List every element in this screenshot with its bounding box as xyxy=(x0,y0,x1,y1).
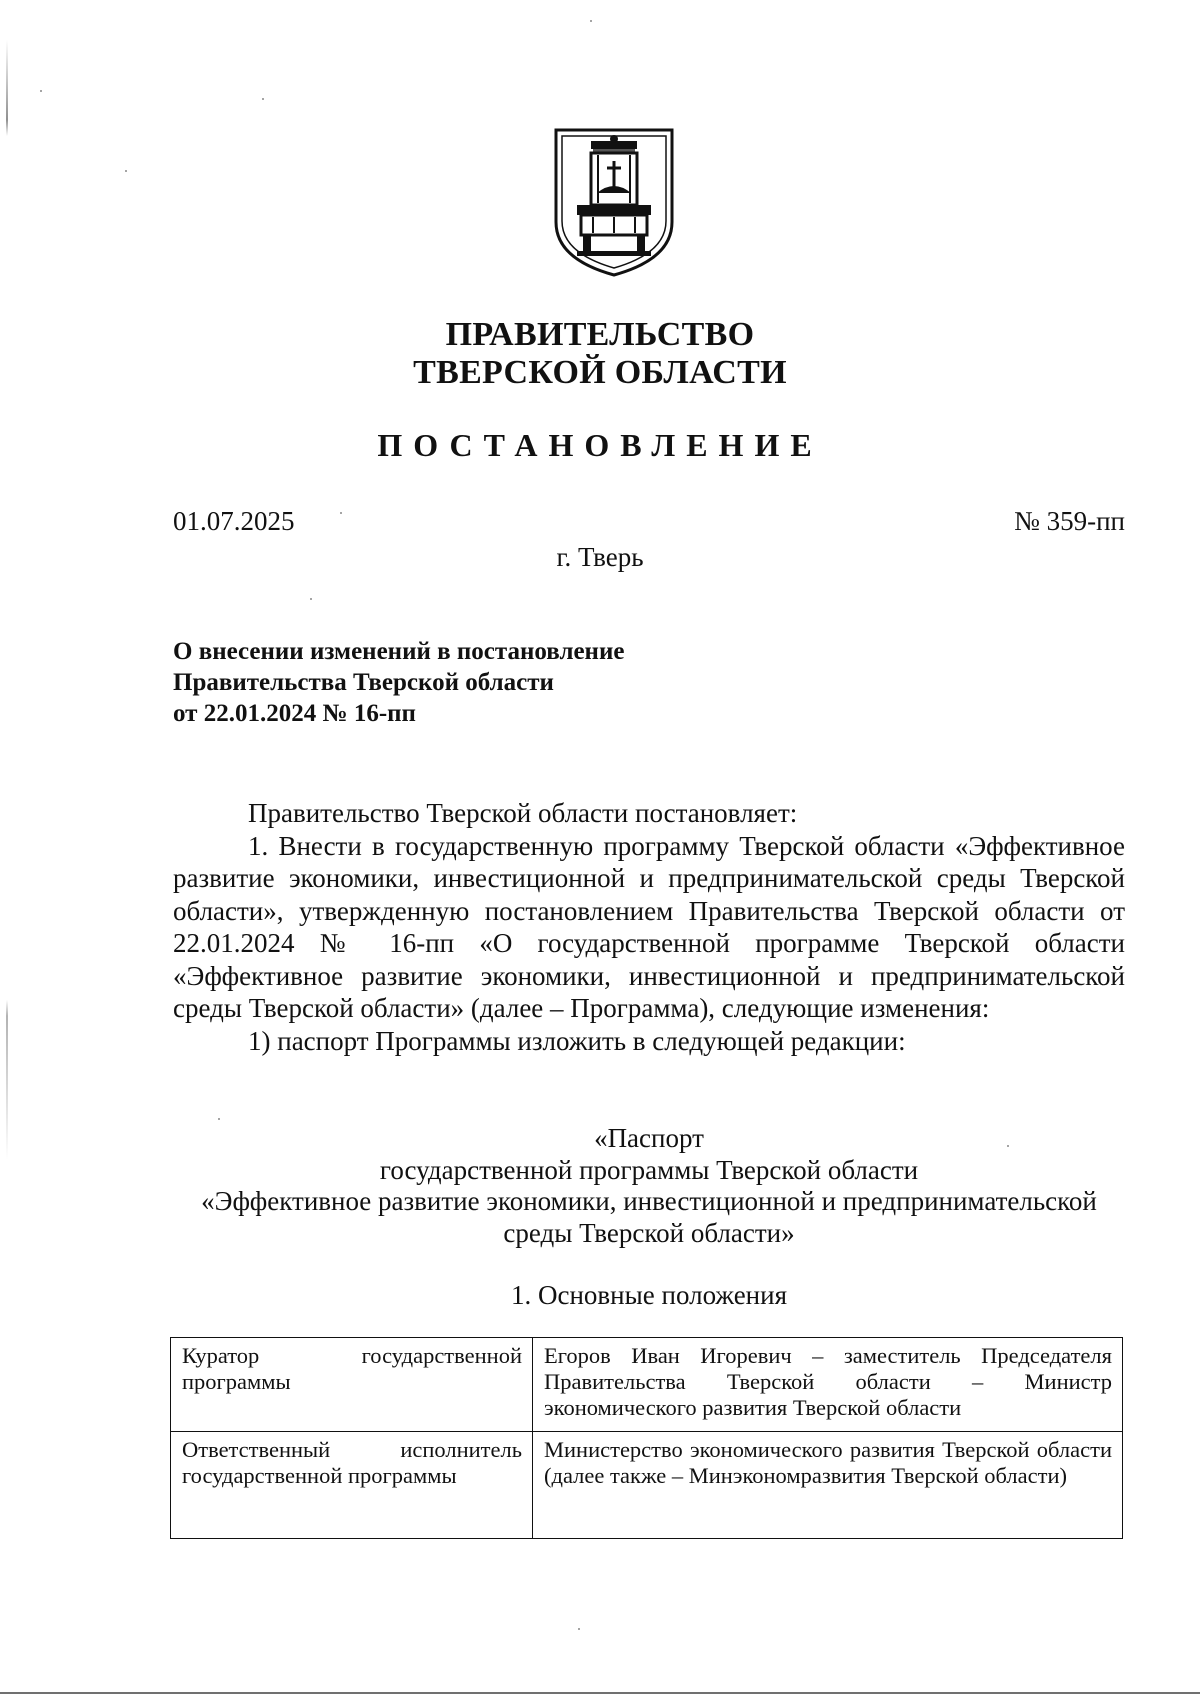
table-row xyxy=(171,1338,1123,1432)
document-body xyxy=(173,797,1125,1057)
document-type-heading: ПОСТАНОВЛЕНИЕ xyxy=(377,427,823,463)
body-subitem-1: 1) паспорт Программы изложить в следующей редакции: xyxy=(248,1025,906,1056)
scan-speck xyxy=(340,512,342,514)
scan-edge-artifact xyxy=(6,40,8,1640)
document-subject xyxy=(173,636,624,729)
scan-speck xyxy=(310,598,312,600)
table-row xyxy=(171,1432,1123,1539)
scan-speck xyxy=(590,20,592,22)
passport-title-line: государственной программы Тверской области xyxy=(379,1154,919,1185)
table-cell-label: Куратор государственной программы xyxy=(171,1338,533,1432)
passport-title-line: «Паспорт xyxy=(594,1123,704,1153)
passport-title xyxy=(173,1123,1125,1249)
coat-of-arms-emblem xyxy=(553,127,675,279)
organization-title-line: ТВЕРСКОЙ ОБЛАСТИ xyxy=(413,354,787,391)
scan-speck xyxy=(578,1628,580,1630)
subject-line: от 22.01.2024 № 16-пп xyxy=(173,700,416,727)
scan-speck xyxy=(125,170,127,172)
scan-edge-artifact xyxy=(0,1692,1200,1694)
scan-speck xyxy=(40,90,42,92)
subject-line: Правительства Тверской области xyxy=(173,669,554,696)
document-number: № 359-пп xyxy=(1014,506,1125,536)
body-item-1: 1. Внести в государственную программу Тверской области «Эффективное развитие экономики, инвестиционной и предпринимательской среды Тверской области», утвержденную постановлением Правительства Тверской области от 22.01.2024 № 16-пп «О государственной программе Тверской области «Эффективное развитие экономики, инвестиционной и предпринимательской среды Тверской области» (далее – Программа), следующие изменения: xyxy=(173,830,1125,1023)
table-cell-value: Министерство экономического развития Тверской области (далее также – Минэкономразвития Тверской области) xyxy=(533,1432,1123,1539)
subject-line: О внесении изменений в постановление xyxy=(173,638,625,665)
scan-speck xyxy=(262,98,264,100)
organization-title xyxy=(0,316,1200,392)
passport-title-line: среды Тверской области» xyxy=(503,1217,795,1248)
body-preamble: Правительство Тверской области постановляет: xyxy=(248,798,798,828)
table-cell-label: Ответственный исполнитель государственной программы xyxy=(171,1432,533,1539)
table-cell-value: Егоров Иван Игоревич – заместитель Председателя Правительства Тверской области – Министр экономического развития Тверской области xyxy=(533,1338,1123,1432)
section-title: 1. Основные положения xyxy=(511,1280,787,1310)
scan-speck xyxy=(218,1118,220,1120)
main-provisions-table xyxy=(170,1337,1123,1539)
passport-title-line: «Эффективное развитие экономики, инвестиционной и предпринимательской xyxy=(201,1186,1097,1216)
document-date: 01.07.2025 xyxy=(173,506,295,536)
document-city: г. Тверь xyxy=(556,542,644,572)
organization-title-line: ПРАВИТЕЛЬСТВО xyxy=(445,316,755,353)
